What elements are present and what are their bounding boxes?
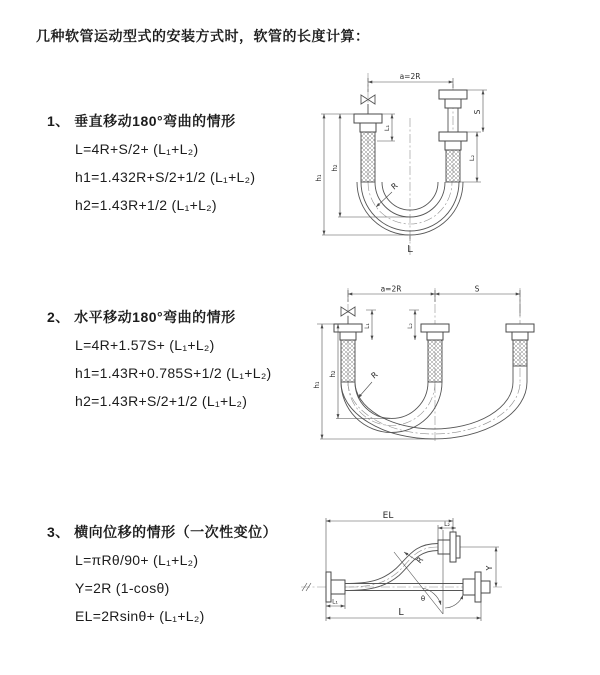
section-2-heading: 2、 水平移动180°弯曲的情形 — [47, 309, 236, 325]
page-title: 几种软管运动型式的安装方式时，软管的长度计算： — [36, 28, 370, 44]
dim-total-length — [326, 602, 481, 621]
dim-label-l2: L₂ — [407, 323, 414, 329]
section-1-formulas — [47, 140, 255, 215]
section-3-heading: 3、 横向位移的情形（一次性变位） — [47, 524, 278, 540]
centerlines — [368, 73, 453, 256]
middle-pipe-flange — [421, 324, 449, 382]
section-1-heading: 1、 垂直移动180°弯曲的情形 — [47, 113, 236, 129]
formula-el: EL=2Rsinθ+ (L₁+L₂) — [75, 608, 205, 624]
section-2-formulas — [47, 336, 272, 411]
dim-label-s: S — [474, 284, 480, 294]
section-horizontal-movement — [47, 308, 272, 420]
right-pipe-flanges — [439, 90, 467, 182]
section-3-formulas — [47, 551, 277, 626]
dim-label-l2: L₂ — [468, 154, 476, 162]
dim-label-l1: L₁ — [383, 124, 391, 132]
diagram-horizontal-180-bend — [308, 282, 592, 467]
diagram-lateral-displacement — [298, 502, 600, 662]
dim-label-a2r: a=2R — [399, 72, 421, 81]
formula-h1: h1=1.43R+0.785S+1/2 (L₁+L₂) — [75, 365, 272, 381]
dim-label-l: L — [407, 244, 413, 255]
diagram-vertical-180-bend — [310, 68, 582, 269]
section-vertical-movement — [47, 112, 255, 224]
dim-label-l1: L₁ — [364, 323, 371, 329]
dim-label-l2: L₂ — [444, 521, 450, 528]
dim-a2r — [348, 285, 520, 317]
dim-label-s: S — [473, 109, 482, 115]
dim-a2r — [368, 72, 453, 92]
right-flange — [463, 572, 490, 602]
dim-label-l1: L₁ — [332, 598, 338, 606]
formula-y: Y=2R (1-cosθ) — [75, 580, 170, 596]
dim-label-el: EL — [382, 511, 394, 521]
left-pipe-flange — [354, 114, 382, 182]
section-lateral-displacement — [47, 523, 277, 635]
dim-label-r: R — [389, 181, 400, 192]
formula-length: L=πRθ/90+ (L₁+L₂) — [75, 552, 199, 568]
dim-label-theta: θ — [420, 595, 426, 603]
displaced-flange — [438, 532, 460, 562]
dim-radius — [358, 370, 380, 398]
formula-length: L=4R+S/2+ (L₁+L₂) — [75, 141, 199, 157]
dim-label-h2: h₂ — [331, 164, 339, 172]
formula-h2: h2=1.43R+S/2+1/2 (L₁+L₂) — [75, 393, 248, 409]
dim-label-r: R — [414, 555, 426, 566]
dim-label-l: L — [398, 607, 404, 618]
dim-fittings — [364, 310, 419, 340]
dim-el — [326, 511, 453, 572]
dim-label-y: Y — [485, 565, 494, 571]
dim-label-h1: h₁ — [313, 381, 321, 389]
formula-h2: h2=1.43R+1/2 (L₁+L₂) — [75, 197, 217, 213]
dim-total-length — [407, 236, 413, 255]
dim-label-r: R — [369, 370, 380, 381]
dim-radius — [376, 181, 400, 207]
left-flange — [326, 572, 345, 602]
formula-h1: h1=1.432R+S/2+1/2 (L₁+L₂) — [75, 169, 256, 185]
dim-label-a2r: a=2R — [380, 284, 402, 294]
hose-u-bends — [341, 382, 527, 439]
formula-length: L=4R+1.57S+ (L₁+L₂) — [75, 337, 215, 353]
dim-label-h1: h₁ — [315, 174, 323, 182]
dim-label-h2: h₂ — [329, 370, 337, 378]
